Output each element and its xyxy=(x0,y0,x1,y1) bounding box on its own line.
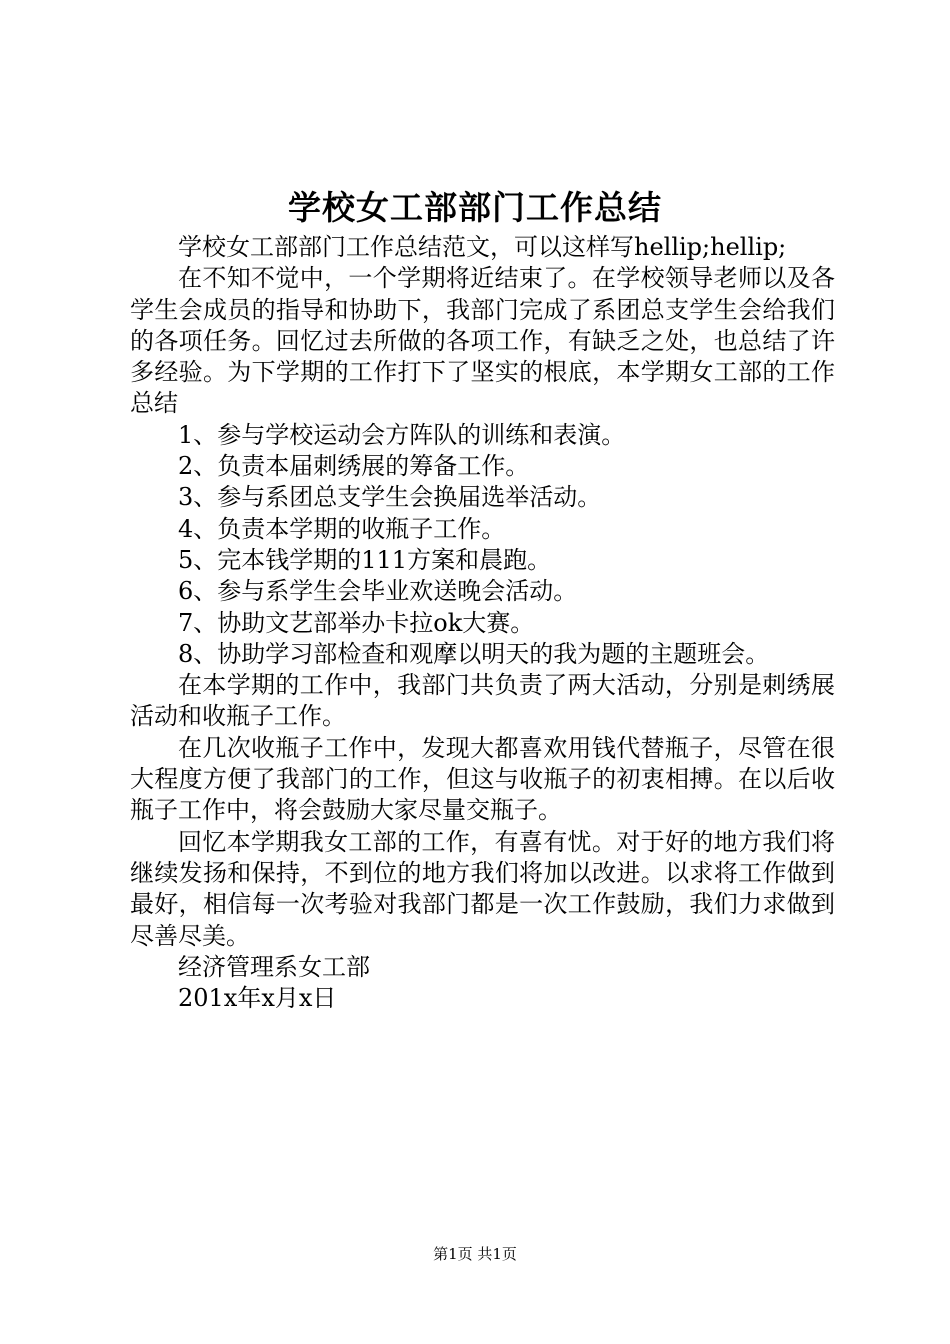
list-item: 6、参与系学生会毕业欢送晚会活动。 xyxy=(178,577,578,606)
signature-date: 201x年x月x日 xyxy=(178,984,337,1013)
reflection-paragraph: 回忆本学期我女工部的工作，有喜有忧。对于好的地方我们将继续发扬和保持，不到位的地方我们将加以改进。以求将工作做到最好，相信每一次考验对我部门都是一次工作鼓励，我们力求做到尽善尽美。 xyxy=(130,827,835,950)
list-item: 5、完本钱学期的111方案和晨跑。 xyxy=(178,545,552,574)
intro-paragraph: 学校女工部部门工作总结范文，可以这样写hellip;hellip; xyxy=(178,233,787,261)
list-item: 4、负责本学期的收瓶子工作。 xyxy=(178,514,506,543)
page-number-footer: 第1页 共1页 xyxy=(433,1245,517,1263)
signature-department: 经济管理系女工部 xyxy=(178,952,370,981)
document-body xyxy=(130,232,835,1014)
bottle-collection-paragraph: 在几次收瓶子工作中，发现大都喜欢用钱代替瓶子，尽管在很大程度方便了我部门的工作，但这与收瓶子的初衷相搏。在以后收瓶子工作中，将会鼓励大家尽量交瓶子。 xyxy=(130,733,835,825)
list-item: 2、负责本届刺绣展的筹备工作。 xyxy=(178,452,530,481)
activities-paragraph: 在本学期的工作中，我部门共负责了两大活动，分别是刺绣展活动和收瓶子工作。 xyxy=(130,671,835,731)
list-item: 1、参与学校运动会方阵队的训练和表演。 xyxy=(178,420,626,449)
list-item: 3、参与系团总支学生会换届选举活动。 xyxy=(178,483,602,512)
document-title: 学校女工部部门工作总结 xyxy=(288,188,662,227)
list-item: 7、协助文艺部举办卡拉ok大赛。 xyxy=(178,608,535,637)
list-item: 8、协助学习部检查和观摩以明天的我为题的主题班会。 xyxy=(178,639,770,668)
summary-paragraph: 在不知不觉中，一个学期将近结束了。在学校领导老师以及各学生会成员的指导和协助下，我部门完成了系团总支学生会给我们的各项任务。回忆过去所做的各项工作，有缺乏之处，也总结了许多经验。为下学期的工作打下了坚实的根底，本学期女工部的工作总结 xyxy=(130,264,835,418)
